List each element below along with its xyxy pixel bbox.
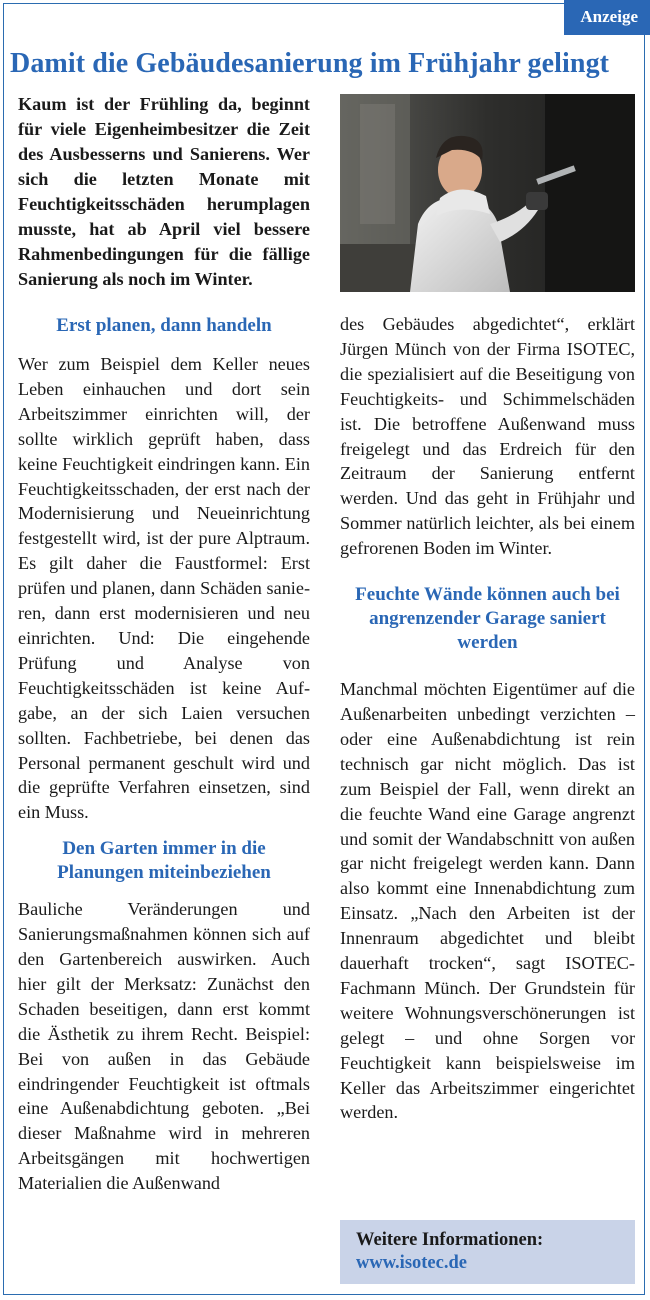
heading-garden: Den Garten immer in die Planungen miteinbeziehen xyxy=(57,838,271,884)
paragraph-continuation: des Gebäudes abgedichtet“, erklärt Jürgen Münch von der Firma ISOTEC, die spezialisiert auf die Beseitigung von Feuchtigkeits- und Schimmelschäden ist. Die betroffene Außenwand muss freigelegt und das Erdreich für den Zeitraum der Sanierung entfernt werden. Und das geht in Frühjahr und Sommer natürlich leichter, als bei einem gefrorenen Boden im Winter. xyxy=(340,314,635,559)
info-title: Weitere Informationen: xyxy=(356,1230,544,1250)
heading-garage: Feuchte Wände können auch bei angrenzender Garage saniert werden xyxy=(355,584,620,654)
left-column xyxy=(18,92,310,1196)
info-box xyxy=(340,1220,635,1284)
right-column xyxy=(340,312,635,1125)
heading-plan: Erst planen, dann handeln xyxy=(56,315,272,336)
info-link[interactable]: www.isotec.de xyxy=(356,1253,467,1273)
headline: Damit die Gebäudesanierung im Frühjahr gelingt xyxy=(10,48,610,79)
worker-photo xyxy=(340,94,635,292)
ad-badge: Anzeige xyxy=(564,0,650,35)
paragraph-garden: Bauliche Veränderungen und Sanierungsmaßnahmen können sich auf den Gartenbereich auswirken. Auch hier gilt der Merksatz: Zunächst den Schaden beseitigen, dann erst kommt die Ästhetik zu ihrem Recht. Beispiel: Bei von außen in das Gebäude eindringender Feuchtigkeit ist oftmals eine Außenabdichtung geboten. „Bei dieser Maßnahme wird in mehreren Arbeitsgängen mit hochwertigen Materialien die Außenwand xyxy=(18,899,310,1194)
lead-paragraph: Kaum ist der Frühling da, beginnt für viele Eigenheimbesitzer die Zeit des Ausbesserns und Sanierens. Wer sich die letzten Monate mit Feuchtigkeitsschäden herumplagen musste, hat ab April viel bessere Rahmenbedingungen für die fällige Sanierung als noch im Winter. xyxy=(18,94,310,289)
paragraph-plan: Wer zum Beispiel dem Keller neues Leben einhauchen und dort sein Arbeitszimmer einrichten will, der sollte wirklich geprüft haben, dass keine Feuchtigkeit eindringen kann. Ein Feuchtigkeitsschaden, der erst nach der Modernisierung und Neueinrichtung festgestellt wird, ist der pure Alptraum. Es gilt daher die Faustformel: Erst prüfen und planen, dann Schäden sanieren, dann erst modernisieren und neu einrichten. Und: Die eingehende Prüfung und Analyse von Feuchtigkeitsschäden ist keine Aufgabe, an der sich Laien versuchen sollten. Fachbetriebe, bei denen das Personal permanent geschult wird und die geprüfte Verfahren einsetzen, sind ein Muss. xyxy=(18,354,310,823)
paragraph-garage: Manchmal möchten Eigentümer auf die Außenarbeiten unbedingt verzichten – oder eine Außenabdichtung ist rein technisch gar nicht möglich. Das ist zum Beispiel der Fall, wenn direkt an die feuchte Wand eine Garage angrenzt und somit der Wandabschnitt von außen gar nicht freigelegt werden kann. Dann also kommt eine Innenabdichtung zum Einsatz. „Nach den Arbeiten ist der Innenraum abgedichtet und bleibt dauerhaft trocken“, sagt ISOTEC-Fachmann Münch. Der Grundstein für weitere Wohnungsverschönerungen ist gelegt – und ohne Sorgen vor Feuchtigkeit kann beispielsweise im Keller das Arbeitszimmer eingerichtet werden. xyxy=(340,679,635,1123)
